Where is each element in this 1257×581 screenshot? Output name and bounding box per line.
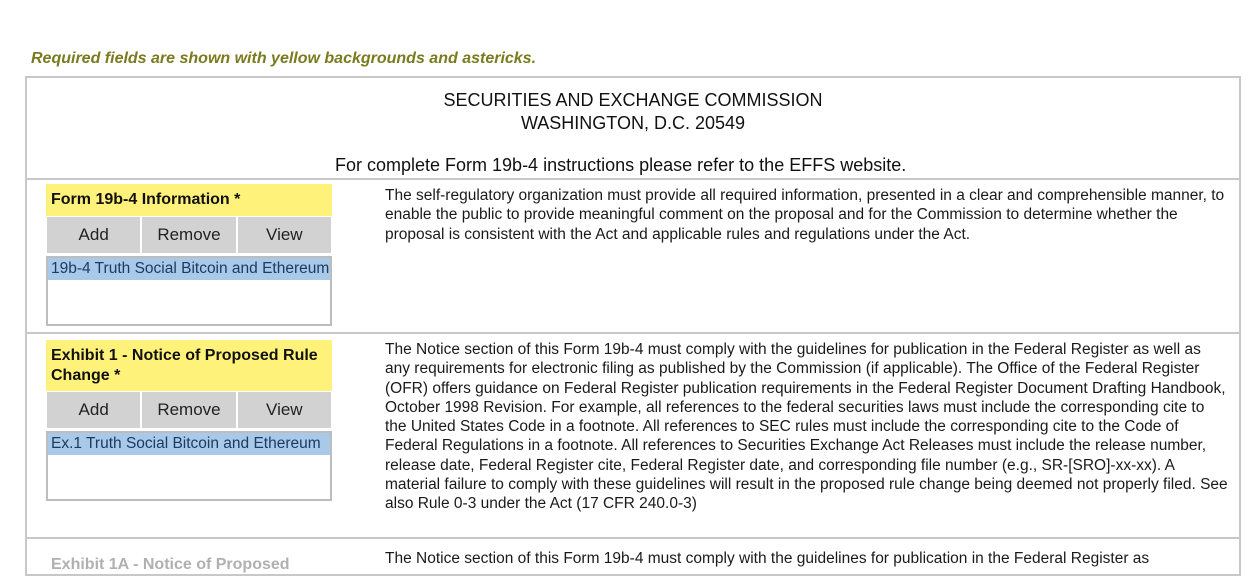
remove-button[interactable]: Remove [141, 391, 236, 429]
view-button[interactable]: View [237, 391, 332, 429]
exhibit-1-description: The Notice section of this Form 19b-4 must comply with the guidelines for publication in the Federal Register as well as any requirements for electronic filing as published by the Commission (if applicable). The Office of the Federal Register (OFR) offers guidance on Federal Register publication requirements in the Federal Register Document Drafting Handbook, October 1998 Revision. For example, all references to the federal securities laws must include the corresponding cite to the United States Code in a footnote. All references to SEC rules must include the corresponding cite to the Code of Federal Regulations in a footnote. All references to Securities Exchange Act Releases must include the release number, release date, Federal Register cite, Federal Register date, and corresponding file number (e.g., SR-[SRO]-xx-xx). A material failure to comply with these guidelines will result in the proposed rule change being deemed not properly filed. See also Rule 0-3 under the Act (17 CFR 240.0-3) [385, 341, 1228, 513]
list-item[interactable]: Ex.1 Truth Social Bitcoin and Ethereum [48, 433, 330, 455]
divider [27, 332, 1239, 334]
form-19b4-info-button-row [46, 216, 332, 254]
add-button[interactable]: Add [46, 391, 141, 429]
exhibit-1-listbox[interactable] [46, 431, 332, 501]
add-button[interactable]: Add [46, 216, 141, 254]
exhibit-1-label: Exhibit 1 - Notice of Proposed Rule Change * [46, 340, 332, 392]
form-19b4-info-label: Form 19b-4 Information * [46, 184, 332, 216]
divider [27, 178, 1239, 180]
form-frame [25, 76, 1241, 576]
exhibit-1a-label: Exhibit 1A - Notice of Proposed [51, 556, 290, 573]
exhibit-1a-description: The Notice section of this Form 19b-4 must comply with the guidelines for publication in the Federal Register as [385, 550, 1150, 567]
required-fields-note: Required fields are shown with yellow backgrounds and astericks. [31, 50, 537, 67]
remove-button[interactable]: Remove [141, 216, 236, 254]
header-address: WASHINGTON, D.C. 20549 [520, 113, 746, 133]
divider [27, 537, 1239, 539]
list-item[interactable]: 19b-4 Truth Social Bitcoin and Ethereum [48, 258, 330, 280]
view-button[interactable]: View [237, 216, 332, 254]
exhibit-1-button-row [46, 391, 332, 429]
form-19b4-info-listbox[interactable] [46, 256, 332, 326]
form-19b4-info-description: The self-regulatory organization must provide all required information, presented in a clear and comprehensible manner, to enable the public to provide meaningful comment on the proposal and for the Commission to determine whether the proposal is consistent with the Act and applicable rules and regulations under the Act. [385, 187, 1225, 243]
header-sec-title: SECURITIES AND EXCHANGE COMMISSION [443, 90, 823, 110]
header-instructions: For complete Form 19b-4 instructions please refer to the EFFS website. [335, 155, 907, 175]
